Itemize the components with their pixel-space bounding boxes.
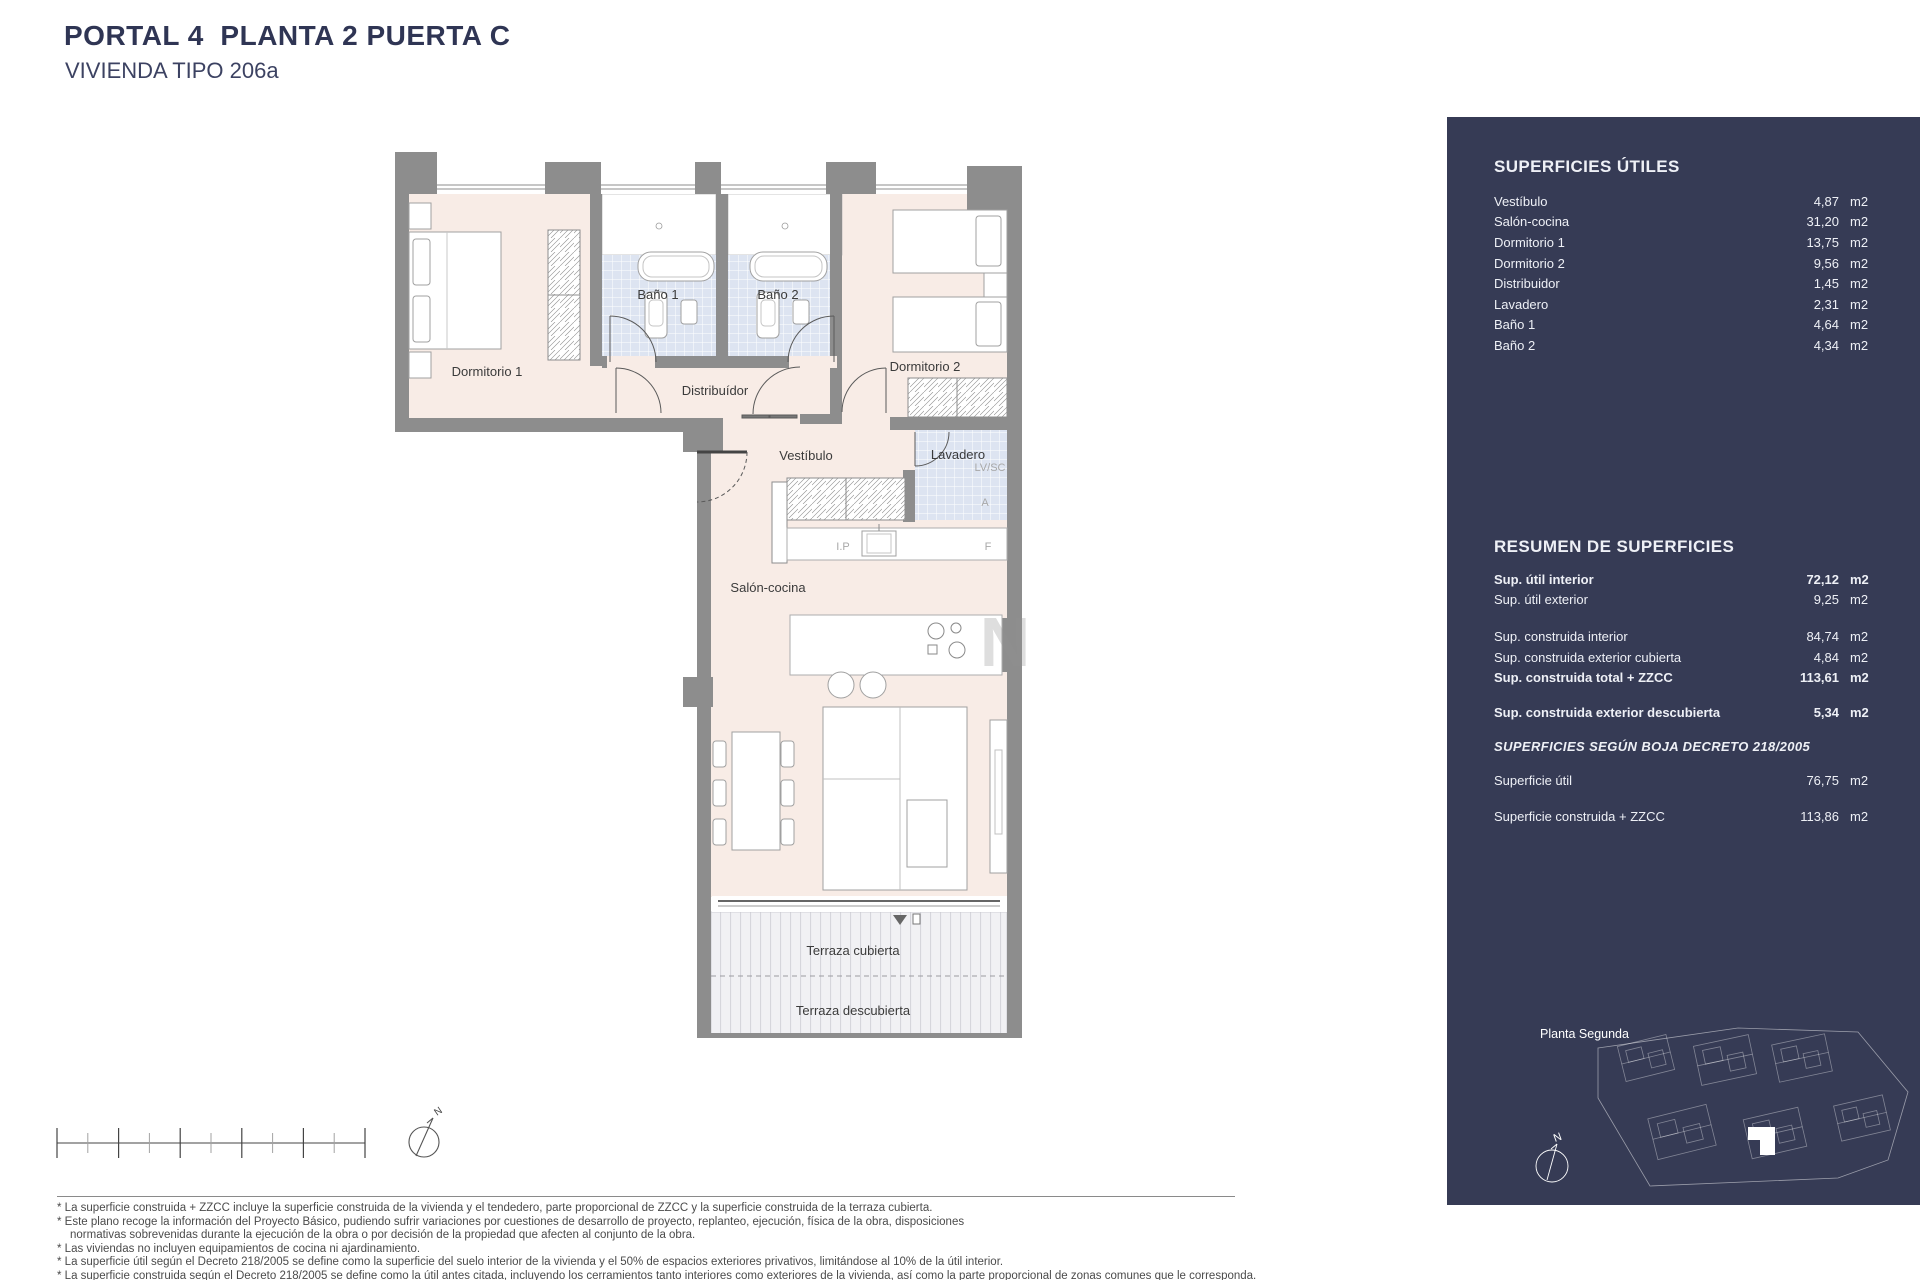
- footer-note: * La superficie construida según el Decreto 218/2005 se define como la útil antes citada, incluyendo los cerramientos tanto interiores como exteriores de la vivienda, así como la parte proporcional de zonas comunes que le corresponda.: [57, 1269, 1257, 1280]
- surface-row: Dormitorio 1 13,75 m2: [1494, 234, 1869, 250]
- page-subtitle: VIVIENDA TIPO 206a: [65, 58, 279, 83]
- surface-row: Baño 2 4,34 m2: [1494, 337, 1869, 353]
- boja-row: Superficie útil 76,75 m2: [1494, 772, 1869, 788]
- page-title: PORTAL 4 PLANTA 2 PUERTA C: [64, 20, 511, 51]
- label-bano2: Baño 2: [757, 287, 799, 302]
- label-dormitorio1: Dormitorio 1: [451, 364, 523, 379]
- site-buildings: [1617, 1034, 1890, 1160]
- surface-row: Vestíbulo 4,87 m2: [1494, 193, 1869, 209]
- resumen-row: Sup. construida exterior cubierta 4,84 m2: [1494, 649, 1869, 665]
- resumen-title: RESUMEN DE SUPERFICIES: [1494, 537, 1735, 556]
- footer-note: normativas sobrevenidas durante la ejecución de la obra o por decisión de la propiedad que afecten al conjunto de la obra.: [70, 1229, 696, 1242]
- label-bano1: Baño 1: [637, 287, 679, 302]
- site-plan: [1447, 1012, 1920, 1205]
- resumen-section: [1447, 537, 1920, 723]
- label-lvsc: LV/SC: [974, 462, 1006, 474]
- superficies-utiles-title: SUPERFICIES ÚTILES: [1494, 157, 1680, 176]
- header: [64, 20, 511, 84]
- watermark-letter: N: [979, 603, 1031, 681]
- resumen-row: Sup. útil exterior 9,25 m2: [1494, 592, 1869, 608]
- label-f: F: [984, 541, 992, 553]
- boja-section: [1447, 739, 1920, 827]
- footer-note: * Las viviendas no incluyen equipamientos de cocina ni ajardinamiento.: [57, 1242, 421, 1255]
- label-vestibulo: Vestíbulo: [779, 448, 833, 463]
- footer-note: * Este plano recoge la información del Proyecto Básico, pudiendo sufrir variaciones por cuestiones de desarrollo de proyecto, replanteo, ejecución, física de la obra, disposiciones: [57, 1215, 965, 1228]
- footer-note: * La superficie construida + ZZCC incluye la superficie construida de la vivienda y el tendedero, parte proporcional de ZZCC y la superficie construida de la terraza cubierta.: [57, 1202, 933, 1214]
- label-a: A: [981, 497, 989, 509]
- label-distribuidor: Distribuídor: [681, 383, 749, 398]
- superficies-utiles-section: [1447, 157, 1920, 356]
- footer-notes: [57, 1202, 1657, 1280]
- footer-note: * La superficie útil según el Decreto 218/2005 se define como la superficie del suelo interior de la vivienda y el 50% de espacios exteriores privativos, limitándose al 10% de la útil interior.: [57, 1256, 1004, 1269]
- site-compass-n-label: N: [1551, 1130, 1564, 1145]
- surfaces-panel: [1447, 117, 1920, 1205]
- resumen-row: Sup. útil interior 72,12 m2: [1494, 571, 1869, 587]
- boja-title: SUPERFICIES SEGÚN BOJA DECRETO 218/2005: [1494, 739, 1811, 754]
- boja-row: Superficie construida + ZZCC 113,86 m2: [1494, 809, 1869, 825]
- north-compass-icon: [409, 1118, 439, 1157]
- resumen-row: Sup. construida interior 84,74 m2: [1494, 628, 1869, 644]
- label-terraza-descubierta: Terraza descubierta: [795, 1003, 911, 1018]
- site-boundary: [1598, 1028, 1908, 1186]
- label-terraza-cubierta: Terraza cubierta: [806, 943, 900, 958]
- unit-location-marker: [1748, 1127, 1775, 1155]
- site-plan-label: Planta Segunda: [1540, 1027, 1629, 1041]
- label-dormitorio2: Dormitorio 2: [889, 359, 961, 374]
- label-lavadero: Lavadero: [930, 447, 986, 462]
- label-ip: I.P: [836, 541, 850, 553]
- site-north-compass-icon: [1536, 1144, 1568, 1182]
- surface-row: Salón-cocina 31,20 m2: [1494, 214, 1869, 230]
- surface-row: Distribuidor 1,45 m2: [1494, 276, 1869, 292]
- surface-row: Dormitorio 2 9,56 m2: [1494, 255, 1869, 271]
- footer-divider: [57, 1196, 1235, 1197]
- scale-bar: [40, 1095, 460, 1175]
- compass-n-label: N: [432, 1105, 445, 1119]
- resumen-row: Sup. construida exterior descubierta 5,34 m2: [1494, 704, 1869, 720]
- resumen-row: Sup. construida total + ZZCC 113,61 m2: [1494, 670, 1869, 686]
- surface-row: Baño 1 4,64 m2: [1494, 317, 1869, 333]
- surface-row: Lavadero 2,31 m2: [1494, 296, 1869, 312]
- label-salon: Salón-cocina: [730, 580, 806, 595]
- floor-plan: [380, 140, 1040, 1050]
